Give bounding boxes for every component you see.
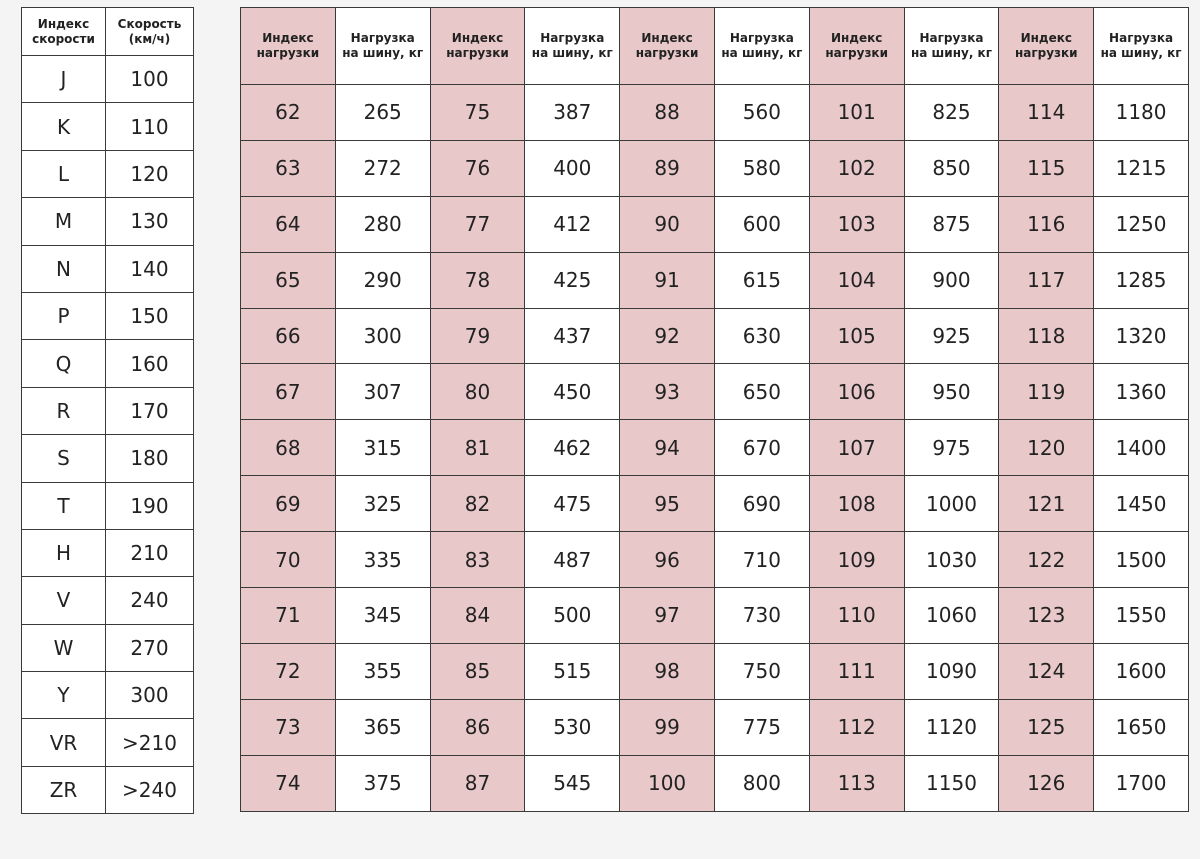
speed-table-header-row [22, 8, 194, 56]
load-table-cell: 100 [620, 755, 715, 811]
load-table-cell: 105 [809, 308, 904, 364]
speed-table-cell: Q [22, 340, 106, 387]
load-table-cell: 1120 [904, 699, 999, 755]
load-table-header-cell: Индекс нагрузки [430, 8, 525, 85]
speed-index-table [21, 7, 194, 814]
table-row [241, 85, 1189, 141]
table-row [22, 672, 194, 719]
load-table-cell: 615 [714, 252, 809, 308]
table-row [22, 198, 194, 245]
load-table-cell: 560 [714, 85, 809, 141]
load-table-cell: 875 [904, 196, 999, 252]
load-table-header-row [241, 8, 1189, 85]
load-table-cell: 117 [999, 252, 1094, 308]
load-table-cell: 85 [430, 643, 525, 699]
table-row [22, 482, 194, 529]
table-row [22, 435, 194, 482]
table-row [241, 308, 1189, 364]
load-table-cell: 71 [241, 588, 336, 644]
load-table-cell: 345 [335, 588, 430, 644]
load-table-cell: 1000 [904, 476, 999, 532]
load-table-cell: 387 [525, 85, 620, 141]
load-table-cell: 1450 [1094, 476, 1189, 532]
load-table-cell: 515 [525, 643, 620, 699]
speed-table-cell: VR [22, 719, 106, 766]
table-row [241, 196, 1189, 252]
speed-table-cell: 270 [106, 624, 194, 671]
load-table-cell: 1700 [1094, 755, 1189, 811]
load-table-cell: 400 [525, 140, 620, 196]
speed-table-cell: 100 [106, 56, 194, 103]
load-table-cell: 66 [241, 308, 336, 364]
load-table-cell: 92 [620, 308, 715, 364]
load-table-cell: 106 [809, 364, 904, 420]
load-table-cell: 300 [335, 308, 430, 364]
speed-table-cell: 300 [106, 672, 194, 719]
load-table-cell: 64 [241, 196, 336, 252]
table-row [241, 755, 1189, 811]
load-table-cell: 950 [904, 364, 999, 420]
table-row [22, 340, 194, 387]
load-table-cell: 355 [335, 643, 430, 699]
load-table-cell: 375 [335, 755, 430, 811]
load-table-cell: 67 [241, 364, 336, 420]
load-table-cell: 307 [335, 364, 430, 420]
speed-table-cell: ZR [22, 766, 106, 813]
load-table-header-cell: Нагрузка на шину, кг [904, 8, 999, 85]
load-table-cell: 126 [999, 755, 1094, 811]
load-table-cell: 437 [525, 308, 620, 364]
load-table-cell: 850 [904, 140, 999, 196]
load-table-cell: 97 [620, 588, 715, 644]
load-table-cell: 825 [904, 85, 999, 141]
load-table-cell: 1250 [1094, 196, 1189, 252]
load-table-cell: 1180 [1094, 85, 1189, 141]
load-table-body [241, 85, 1189, 812]
load-table-cell: 1030 [904, 532, 999, 588]
speed-table-cell: >240 [106, 766, 194, 813]
speed-table-cell: 140 [106, 245, 194, 292]
load-table-cell: 118 [999, 308, 1094, 364]
load-table-cell: 68 [241, 420, 336, 476]
speed-table-cell: 170 [106, 387, 194, 434]
load-table-cell: 98 [620, 643, 715, 699]
load-table-cell: 710 [714, 532, 809, 588]
speed-table-cell: K [22, 103, 106, 150]
speed-table-cell: 180 [106, 435, 194, 482]
load-table-cell: 462 [525, 420, 620, 476]
table-row [22, 150, 194, 197]
table-row [241, 476, 1189, 532]
load-table-cell: 70 [241, 532, 336, 588]
load-table-cell: 750 [714, 643, 809, 699]
speed-table-cell: M [22, 198, 106, 245]
load-table-cell: 77 [430, 196, 525, 252]
load-table-cell: 83 [430, 532, 525, 588]
load-table-cell: 78 [430, 252, 525, 308]
table-row [241, 364, 1189, 420]
load-table-cell: 62 [241, 85, 336, 141]
load-table-cell: 72 [241, 643, 336, 699]
load-table-cell: 63 [241, 140, 336, 196]
load-table-cell: 96 [620, 532, 715, 588]
speed-table-cell: P [22, 292, 106, 339]
speed-table-cell: J [22, 56, 106, 103]
table-row [22, 766, 194, 813]
load-table-cell: 124 [999, 643, 1094, 699]
load-table-cell: 265 [335, 85, 430, 141]
speed-table-cell: S [22, 435, 106, 482]
load-table-cell: 93 [620, 364, 715, 420]
speed-table-cell: 240 [106, 577, 194, 624]
load-table-cell: 925 [904, 308, 999, 364]
speed-table-cell: Y [22, 672, 106, 719]
load-table-cell: 280 [335, 196, 430, 252]
load-table-cell: 113 [809, 755, 904, 811]
load-table-cell: 110 [809, 588, 904, 644]
load-table-cell: 975 [904, 420, 999, 476]
speed-table-cell: H [22, 529, 106, 576]
load-table-cell: 125 [999, 699, 1094, 755]
load-table-cell: 530 [525, 699, 620, 755]
load-table-cell: 450 [525, 364, 620, 420]
speed-table-cell: T [22, 482, 106, 529]
load-table-cell: 103 [809, 196, 904, 252]
load-table-cell: 86 [430, 699, 525, 755]
load-table-cell: 690 [714, 476, 809, 532]
load-table-cell: 89 [620, 140, 715, 196]
load-table-cell: 120 [999, 420, 1094, 476]
load-table-cell: 1650 [1094, 699, 1189, 755]
load-table-cell: 87 [430, 755, 525, 811]
load-table-cell: 73 [241, 699, 336, 755]
load-table-cell: 1600 [1094, 643, 1189, 699]
load-table-cell: 80 [430, 364, 525, 420]
speed-table-header-cell: Индекс скорости [22, 8, 106, 56]
load-table-cell: 730 [714, 588, 809, 644]
load-table-cell: 630 [714, 308, 809, 364]
load-table-cell: 122 [999, 532, 1094, 588]
table-row [241, 643, 1189, 699]
load-table-cell: 114 [999, 85, 1094, 141]
table-row [241, 532, 1189, 588]
speed-table-cell: 120 [106, 150, 194, 197]
load-table-cell: 600 [714, 196, 809, 252]
load-table-header-cell: Индекс нагрузки [620, 8, 715, 85]
load-table-cell: 1400 [1094, 420, 1189, 476]
load-table-cell: 545 [525, 755, 620, 811]
table-row [22, 387, 194, 434]
load-table-cell: 365 [335, 699, 430, 755]
load-table-header-cell: Нагрузка на шину, кг [335, 8, 430, 85]
load-table-header-cell: Индекс нагрузки [241, 8, 336, 85]
load-table-cell: 1500 [1094, 532, 1189, 588]
load-table-cell: 84 [430, 588, 525, 644]
table-row [22, 624, 194, 671]
load-table-cell: 75 [430, 85, 525, 141]
speed-table-cell: 210 [106, 529, 194, 576]
load-table-cell: 650 [714, 364, 809, 420]
speed-table-cell: 130 [106, 198, 194, 245]
load-table-cell: 1285 [1094, 252, 1189, 308]
load-table-header-cell: Индекс нагрузки [999, 8, 1094, 85]
load-table-cell: 121 [999, 476, 1094, 532]
load-table-cell: 900 [904, 252, 999, 308]
load-table-cell: 1320 [1094, 308, 1189, 364]
load-table-header-cell: Нагрузка на шину, кг [525, 8, 620, 85]
load-table-cell: 475 [525, 476, 620, 532]
load-table-header-cell: Нагрузка на шину, кг [1094, 8, 1189, 85]
load-table-cell: 81 [430, 420, 525, 476]
load-table-cell: 325 [335, 476, 430, 532]
speed-table-cell: W [22, 624, 106, 671]
table-row [22, 577, 194, 624]
load-table-header-cell: Нагрузка на шину, кг [714, 8, 809, 85]
load-table-cell: 82 [430, 476, 525, 532]
speed-table-cell: >210 [106, 719, 194, 766]
load-table-cell: 290 [335, 252, 430, 308]
load-table-cell: 104 [809, 252, 904, 308]
load-table-cell: 107 [809, 420, 904, 476]
load-table-cell: 1150 [904, 755, 999, 811]
load-table-cell: 91 [620, 252, 715, 308]
table-row [22, 56, 194, 103]
load-table-cell: 76 [430, 140, 525, 196]
speed-table-cell: 110 [106, 103, 194, 150]
load-table-cell: 65 [241, 252, 336, 308]
load-table-cell: 88 [620, 85, 715, 141]
speed-table-cell: 150 [106, 292, 194, 339]
table-row [22, 245, 194, 292]
load-table-cell: 500 [525, 588, 620, 644]
table-row [241, 420, 1189, 476]
load-table-cell: 425 [525, 252, 620, 308]
load-table-cell: 90 [620, 196, 715, 252]
load-table-cell: 74 [241, 755, 336, 811]
load-table-cell: 99 [620, 699, 715, 755]
load-table-cell: 115 [999, 140, 1094, 196]
load-table-cell: 109 [809, 532, 904, 588]
table-row [22, 529, 194, 576]
table-row [22, 103, 194, 150]
load-table-cell: 112 [809, 699, 904, 755]
table-row [241, 699, 1189, 755]
load-table-cell: 123 [999, 588, 1094, 644]
load-table-cell: 95 [620, 476, 715, 532]
load-table-cell: 79 [430, 308, 525, 364]
load-table-cell: 412 [525, 196, 620, 252]
speed-table-cell: V [22, 577, 106, 624]
load-table-cell: 487 [525, 532, 620, 588]
load-table-cell: 775 [714, 699, 809, 755]
load-table-cell: 1060 [904, 588, 999, 644]
table-row [241, 588, 1189, 644]
load-index-table [240, 7, 1189, 812]
load-table-cell: 116 [999, 196, 1094, 252]
load-table-cell: 1090 [904, 643, 999, 699]
load-table-cell: 315 [335, 420, 430, 476]
load-table-cell: 119 [999, 364, 1094, 420]
table-row [241, 252, 1189, 308]
load-table-cell: 101 [809, 85, 904, 141]
load-table-cell: 111 [809, 643, 904, 699]
load-table-cell: 1360 [1094, 364, 1189, 420]
load-table-cell: 108 [809, 476, 904, 532]
load-table-cell: 670 [714, 420, 809, 476]
load-table-cell: 94 [620, 420, 715, 476]
load-table-cell: 102 [809, 140, 904, 196]
load-table-cell: 1550 [1094, 588, 1189, 644]
load-table-cell: 800 [714, 755, 809, 811]
speed-table-cell: N [22, 245, 106, 292]
load-table-cell: 580 [714, 140, 809, 196]
table-row [22, 292, 194, 339]
speed-table-cell: L [22, 150, 106, 197]
speed-table-cell: 190 [106, 482, 194, 529]
load-table-cell: 69 [241, 476, 336, 532]
load-table-cell: 272 [335, 140, 430, 196]
table-row [241, 140, 1189, 196]
table-row [22, 719, 194, 766]
load-table-cell: 1215 [1094, 140, 1189, 196]
load-table-header-cell: Индекс нагрузки [809, 8, 904, 85]
speed-table-header-cell: Скорость (км/ч) [106, 8, 194, 56]
speed-table-cell: R [22, 387, 106, 434]
load-table-cell: 335 [335, 532, 430, 588]
speed-table-body [22, 56, 194, 814]
speed-table-cell: 160 [106, 340, 194, 387]
